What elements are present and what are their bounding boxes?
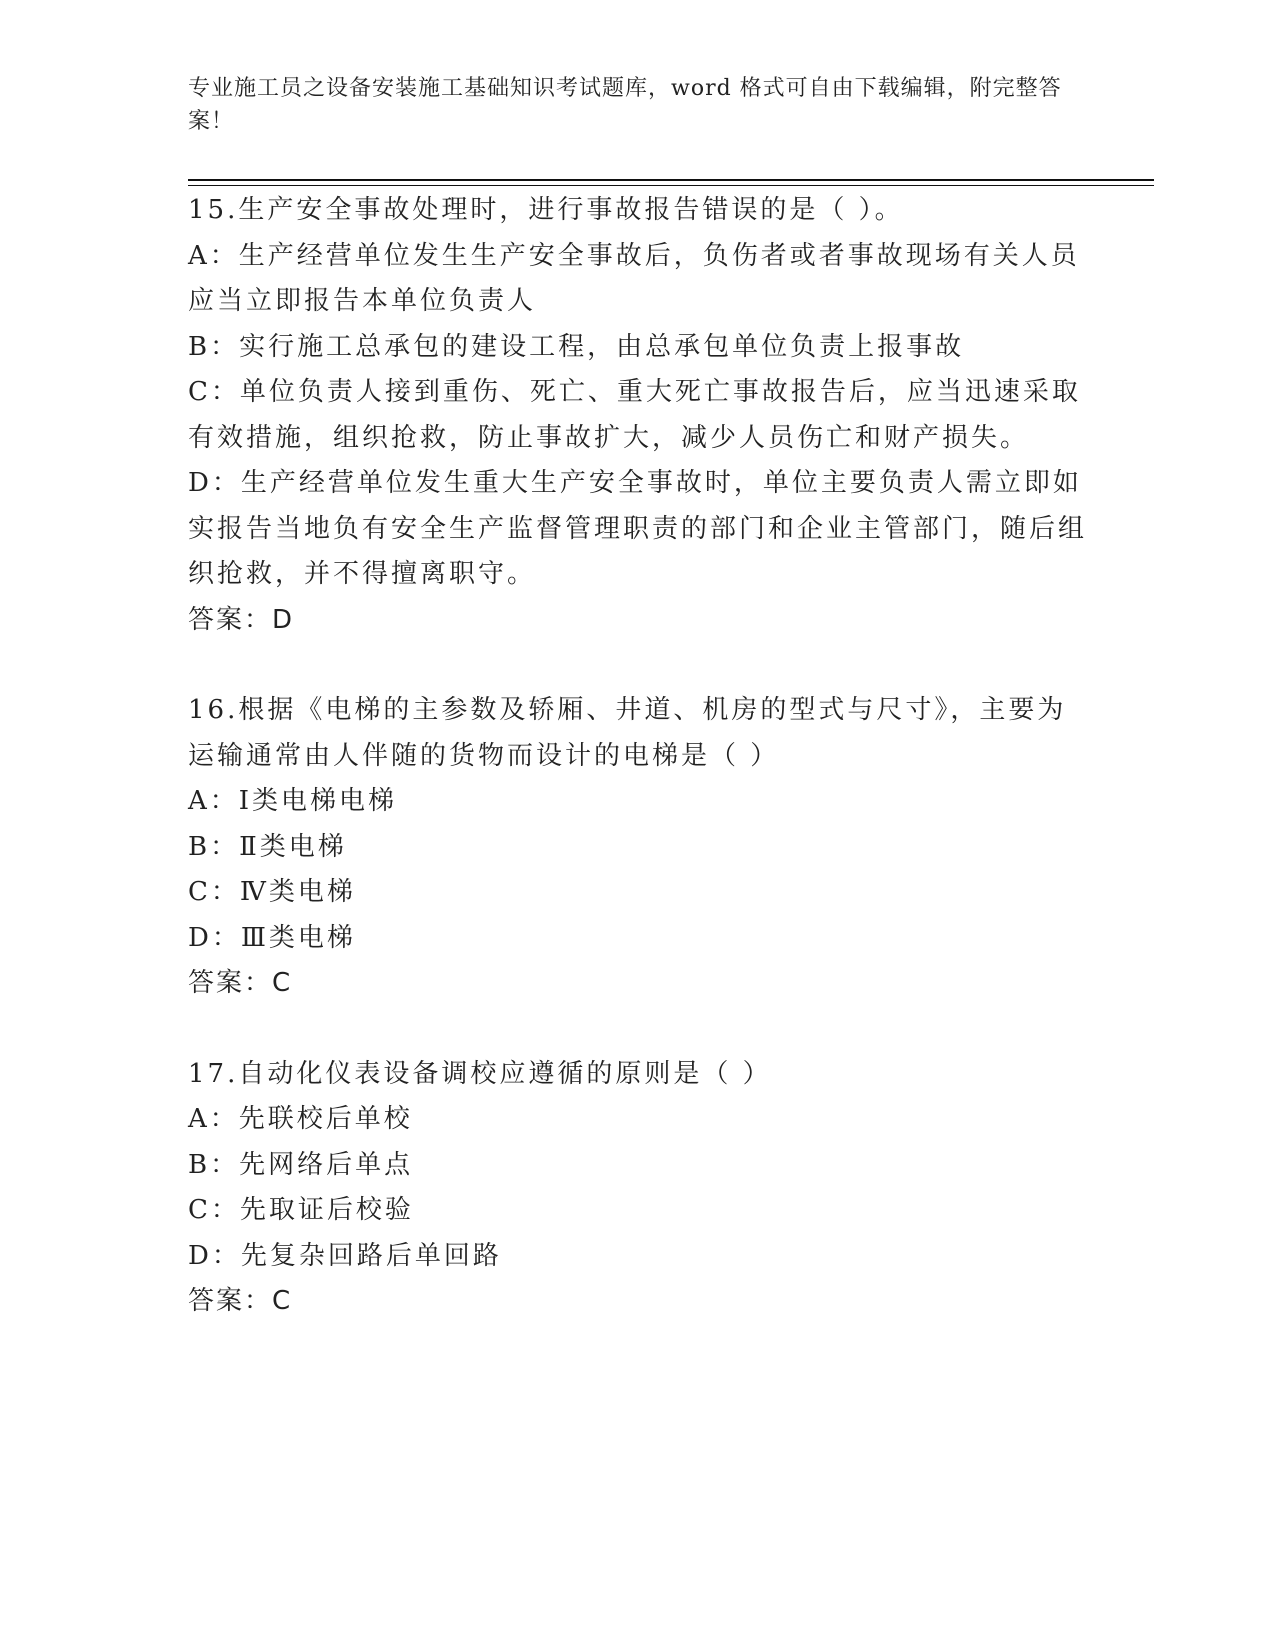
question-text: 16.根据《电梯的主参数及轿厢、井道、机房的型式与尺寸》，主要为运输通常由人伴随的货物而设计的电梯是（ ） xyxy=(188,695,1067,771)
document-header: 专业施工员之设备安装施工基础知识考试题库，word 格式可自由下载编辑，附完整答案！ xyxy=(188,76,1062,134)
header-rule-thick xyxy=(188,179,1154,181)
option-d: D：先复杂回路后单回路 xyxy=(188,1240,502,1271)
option-c: C：单位负责人接到重伤、死亡、重大死亡事故报告后，应当迅速采取有效措施，组织抢救，防止事故扩大，减少人员伤亡和财产损失。 xyxy=(188,377,1081,453)
option-b: B：Ⅱ类电梯 xyxy=(188,831,347,862)
option-a: A：Ⅰ类电梯电梯 xyxy=(188,786,398,816)
question-15 xyxy=(188,188,1088,643)
answer: 答案：C xyxy=(188,968,293,998)
question-text: 17.自动化仪表设备调校应遵循的原则是（ ） xyxy=(188,1058,772,1089)
answer: 答案：D xyxy=(188,604,295,635)
option-d: D：Ⅲ类电梯 xyxy=(188,922,356,953)
spacer xyxy=(188,1007,1088,1052)
option-c: C：Ⅳ类电梯 xyxy=(188,877,356,907)
question-16 xyxy=(188,688,1088,1007)
answer: 答案：C xyxy=(188,1286,293,1316)
option-a: A：先联校后单校 xyxy=(188,1104,413,1134)
header-rule-thin xyxy=(188,185,1154,186)
option-b: B：实行施工总承包的建设工程，由总承包单位负责上报事故 xyxy=(188,331,965,362)
option-b: B：先网络后单点 xyxy=(188,1149,414,1180)
option-a: A：生产经营单位发生生产安全事故后，负伤者或者事故现场有关人员应当立即报告本单位负责人 xyxy=(188,240,1080,316)
question-text: 15.生产安全事故处理时，进行事故报告错误的是（ ）。 xyxy=(188,195,904,225)
option-d: D：生产经营单位发生重大生产安全事故时，单位主要负责人需立即如实报告当地负有安全生产监督管理职责的部门和企业主管部门，随后组织抢救，并不得擅离职守。 xyxy=(188,468,1088,589)
spacer xyxy=(188,643,1088,688)
question-17 xyxy=(188,1052,1088,1325)
option-c: C：先取证后校验 xyxy=(188,1195,414,1225)
question-list xyxy=(188,188,1088,1325)
